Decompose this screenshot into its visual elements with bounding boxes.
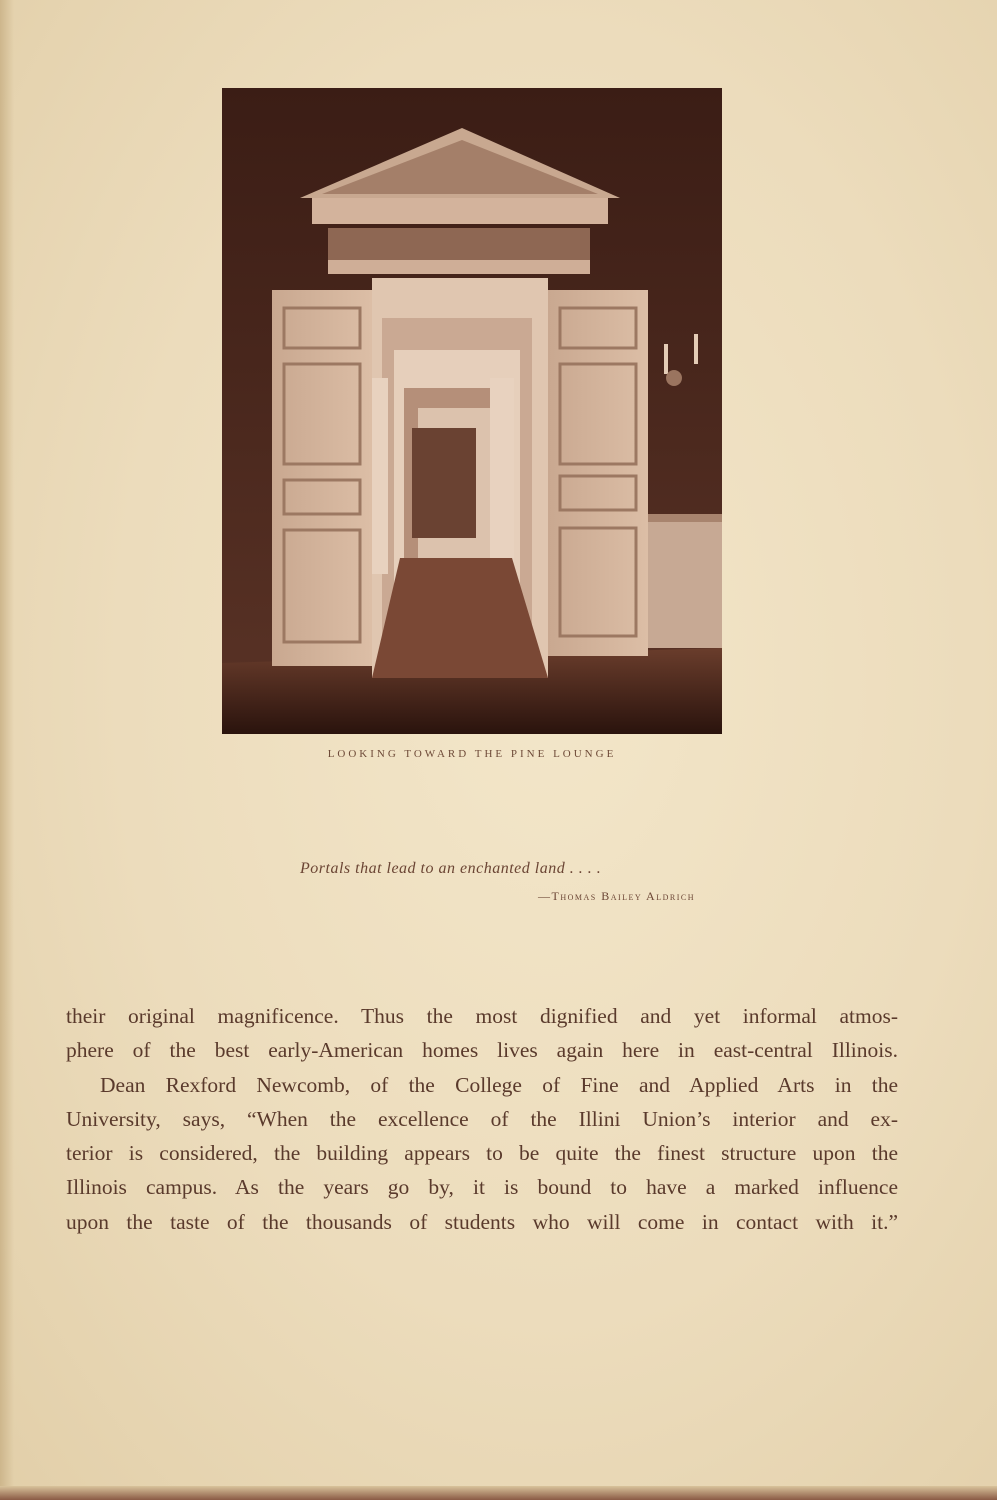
body-line: upon the taste of the thousands of students who will come in contact with it.” bbox=[66, 1209, 898, 1234]
page-bottom-edge bbox=[0, 1486, 997, 1500]
photo-caption: LOOKING TOWARD THE PINE LOUNGE bbox=[327, 748, 617, 760]
body-line: Dean Rexford Newcomb, of the College of Fine and Applied Arts in the bbox=[100, 1072, 898, 1097]
epigraph-quote: Portals that lead to an enchanted land . . . . bbox=[300, 860, 602, 877]
body-line: phere of the best early-American homes lives again here in east-central Illinois. bbox=[66, 1038, 898, 1063]
doorway-photograph bbox=[222, 88, 722, 734]
page-edge-shadow bbox=[0, 0, 14, 1500]
body-line: University, says, “When the excellence of the Illini Union’s interior and ex- bbox=[66, 1106, 898, 1131]
epigraph-attribution: —Thomas Bailey Aldrich bbox=[537, 889, 695, 903]
body-line: Illinois campus. As the years go by, it is bound to have a marked influence bbox=[66, 1175, 898, 1200]
body-paragraphs bbox=[66, 999, 898, 1239]
body-line: terior is considered, the building appears to be quite the finest structure upon the bbox=[66, 1141, 898, 1166]
body-line: their original magnificence. Thus the most dignified and yet informal atmos- bbox=[66, 1004, 898, 1028]
